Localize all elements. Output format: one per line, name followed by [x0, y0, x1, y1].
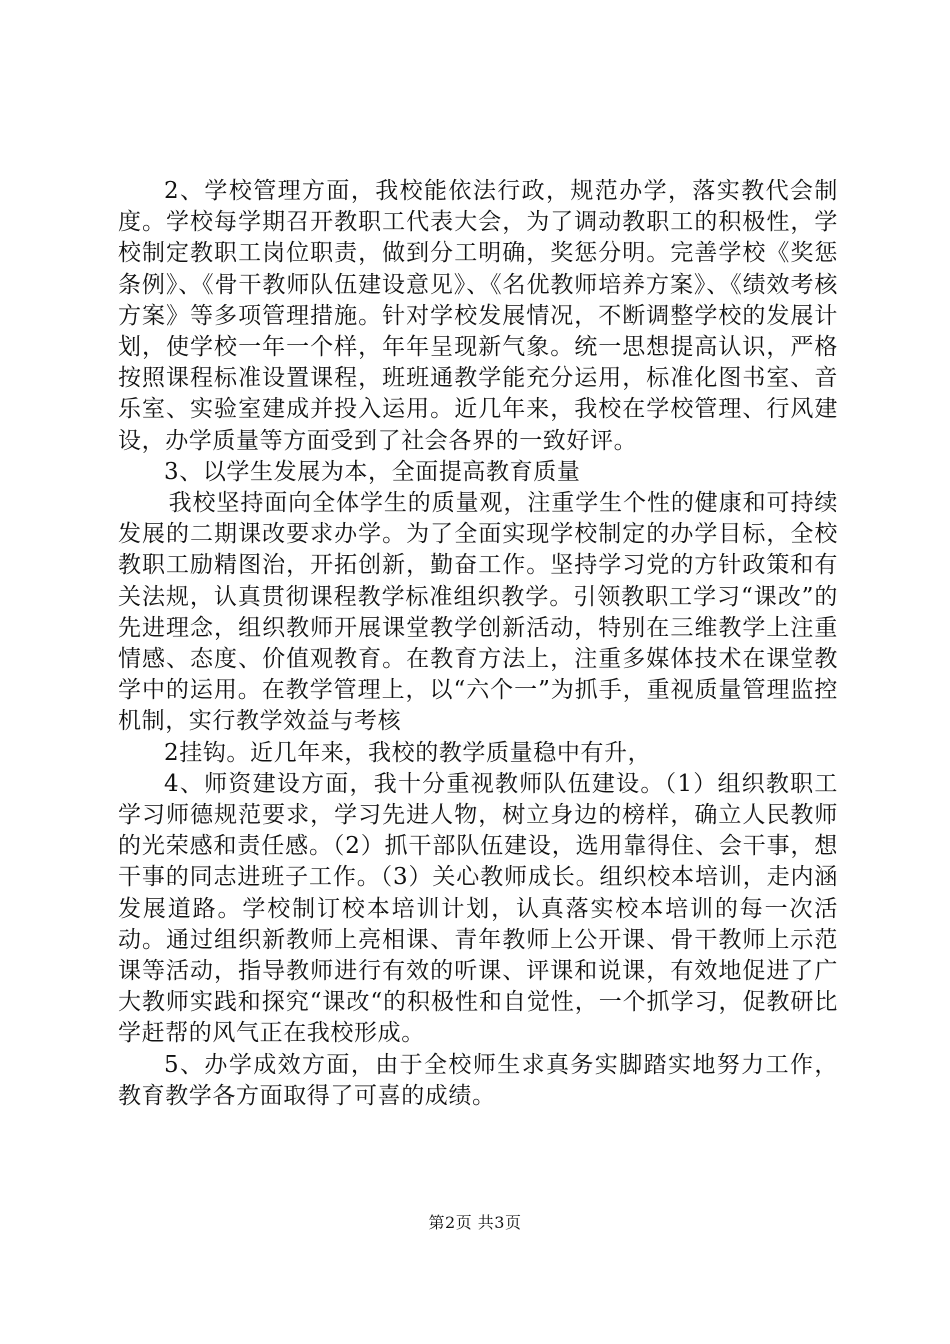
page-footer: 第2页 共3页 [428, 1213, 522, 1232]
paragraph-school-achievements: 5、办学成效方面，由于全校师生求真务实脚踏实地努力工作，教育教学各方面取得了可喜的成绩。 [118, 1051, 838, 1109]
paragraph-school-management: 2、学校管理方面，我校能依法行政，规范办学，落实教代会制度。学校每学期召开教职工代表大会，为了调动教职工的积极性，学校制定教职工岗位职责，做到分工明确，奖惩分明。完善学校《奖惩条例》、《骨干教师队伍建设意见》、《名优教师培养方案》、《绩效考核方案》等多项管理措施。针对学校发展情况，不断调整学校的发展计划，使学校一年一个样，年年呈现新气象。统一思想提高认识，严格按照课程标准设置课程，班班通教学能充分运用，标准化图书室、音乐室、实验室建成并投入运用。近几年来，我校在学校管理、行风建设，办学质量等方面受到了社会各界的一致好评。 [118, 178, 838, 454]
paragraph-teacher-development: 4、师资建设方面，我十分重视教师队伍建设。（1）组织教职工学习师德规范要求，学习先进人物，树立身边的榜样，确立人民教师的光荣感和责任感。（2）抓干部队伍建设，选用靠得住、会干事，想干事的同志进班子工作。（3）关心教师成长。组织校本培训，走内涵发展道路。学校制订校本培训计划，认真落实校本培训的每一次活动。通过组织新教师上亮相课、青年教师上公开课、骨干教师上示范课等活动，指导教师进行有效的听课、评课和说课，有效地促进了广大教师实践和探究“课改“的积极性和自觉性，一个抓学习，促教研比学赶帮的风气正在我校形成。 [118, 770, 838, 1047]
paragraph-quality-view: 我校坚持面向全体学生的质量观，注重学生个性的健康和可持续发展的二期课改要求办学。为了全面实现学校制定的办学目标，全校教职工励精图治，开拓创新，勤奋工作。坚持学习党的方针政策和有关法规，认真贯彻课程教学标准组织教学。引领教职工学习“课改”的先进理念，组织教师开展课堂教学创新活动，特别在三维教学上注重情感、态度、价值观教育。在教育方法上，注重多媒体技术在课堂教学中的运用。在教学管理上，以“六个一”为抓手，重视质量管理监控机制，实行教学效益与考核 [118, 490, 838, 735]
paragraph-heading-student-development: 3、以学生发展为本，全面提高教育质量 [164, 458, 581, 485]
document-body [118, 176, 838, 1112]
paragraph-quality-continuation: 2挂钩。近几年来，我校的教学质量稳中有升， [164, 739, 652, 766]
